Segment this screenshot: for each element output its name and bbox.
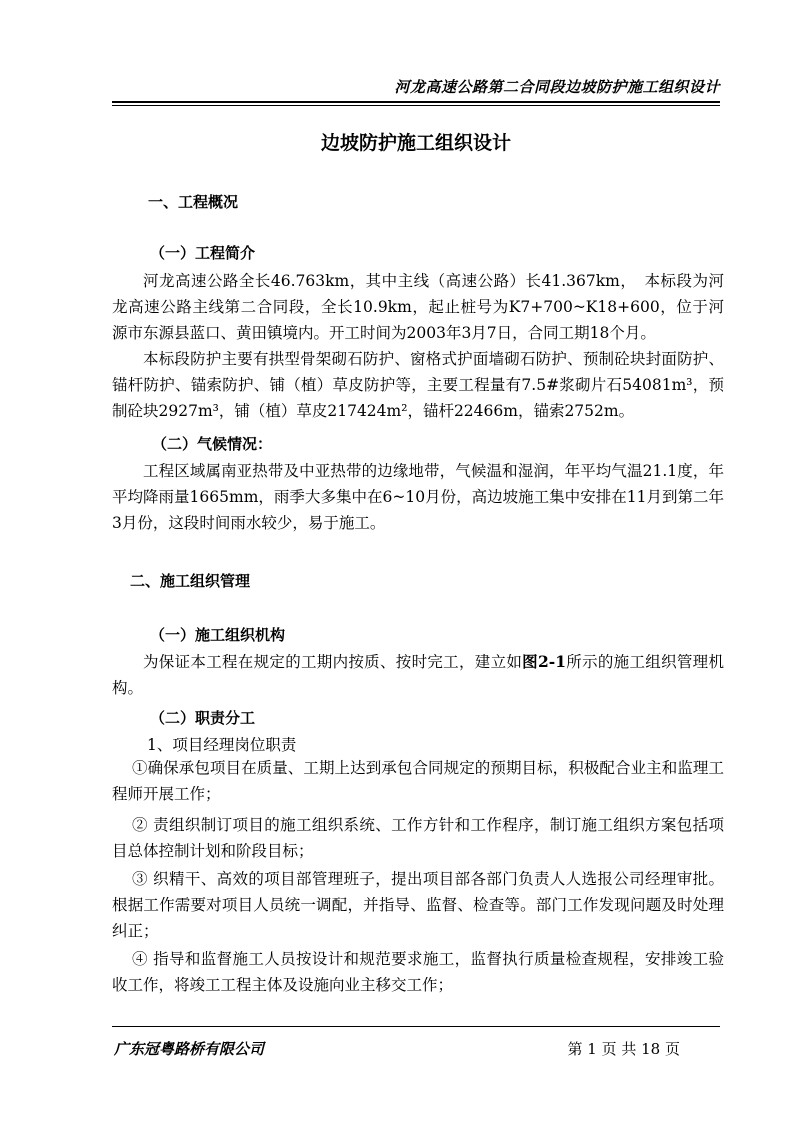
section-2-2-heading: （二）职责分工 bbox=[150, 709, 256, 727]
header-rule bbox=[112, 101, 720, 103]
section-1-2-heading: （二）气候情况： bbox=[152, 435, 273, 453]
subheading-pm-duties: 1、项目经理岗位职责 bbox=[147, 736, 297, 754]
section-2-1-heading: （一）施工组织机构 bbox=[150, 626, 286, 644]
paragraph-climate: 工程区域属南亚热带及中亚热带的边缘地带，气候温和湿润，年平均气温21.1度，年平均降雨量1665mm，雨季大多集中在6~10月份，高边坡施工集中安排在11月到第二年3月份，这段时间雨水较少，易于施工。 bbox=[112, 462, 724, 532]
footer-rule bbox=[112, 1026, 720, 1027]
paragraph-protection-scope: 本标段防护主要有拱型骨架砌石防护、窗格式护面墙砌石防护、预制砼块封面防护、锚杆防护、锚索防护、铺（植）草皮防护等，主要工程量有7.5#浆砌片石54081m³，预制砼块2927m³，铺（植）草皮217424m²，锚杆22466m，锚索2752m。 bbox=[112, 350, 724, 420]
duty-item-4: ④ 指导和监督施工人员按设计和规范要求施工，监督执行质量检查规程，安排竣工验收工作，将竣工工程主体及设施向业主移交工作； bbox=[112, 950, 724, 994]
section-1-1-heading: （一）工程简介 bbox=[150, 244, 256, 262]
paragraph-org-structure bbox=[112, 649, 724, 701]
figure-reference: 图2-1 bbox=[522, 652, 566, 671]
duty-item-2: ② 责组织制订项目的施工组织系统、工作方针和工作程序，制订施工组织方案包括项目总体控制计划和阶段目标； bbox=[112, 816, 724, 860]
running-header: 河龙高速公路第二合同段边坡防护施工组织设计 bbox=[394, 78, 720, 96]
duty-item-1: ①确保承包项目在质量、工期上达到承包合同规定的预期目标，积极配合业主和监理工程师开展工作； bbox=[112, 759, 724, 803]
footer-company: 广东冠粤路桥有限公司 bbox=[114, 1040, 265, 1058]
header-rule-thin bbox=[112, 105, 720, 106]
duty-item-3: ③ 织精干、高效的项目部管理班子，提出项目部各部门负责人人选报公司经理审批。根据工作需要对项目人员统一调配，并指导、监督、检查等。部门工作发现问题及时处理纠正； bbox=[112, 870, 724, 940]
org-text-a: 为保证本工程在规定的工期内按质、按时完工，建立如 bbox=[143, 653, 523, 671]
paragraph-project-intro: 河龙高速公路全长46.763km，其中主线（高速公路）长41.367km， 本标段为河龙高速公路主线第二合同段，全长10.9km，起止桩号为K7+700~K18+600，位于河源市东源县蓝口、黄田镇境内。开工时间为2003年3月7日，合同工期18个月。 bbox=[112, 272, 724, 342]
section-1-heading: 一、工程概况 bbox=[148, 193, 239, 211]
org-text-b: 所示的施工组织管理机构。 bbox=[112, 653, 724, 697]
footer-page-number: 第 1 页 共 18 页 bbox=[567, 1040, 680, 1058]
section-2-heading: 二、施工组织管理 bbox=[130, 572, 251, 590]
document-title: 边坡防护施工组织设计 bbox=[320, 132, 511, 154]
